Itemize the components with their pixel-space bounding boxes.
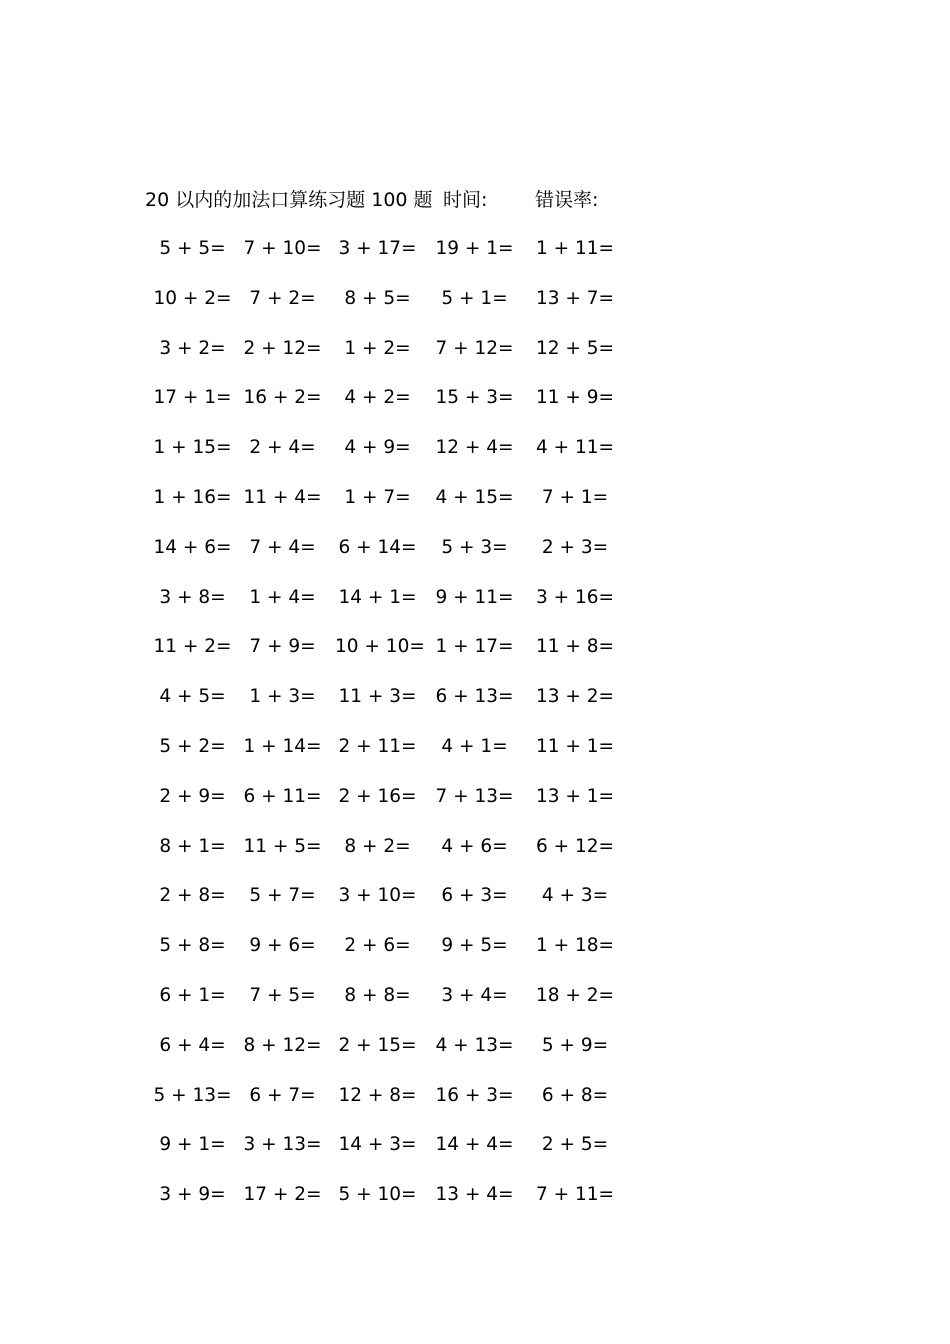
problem-row [0,581,950,631]
problem-row [0,630,950,680]
problem-item: 17 + 1= [153,387,232,409]
problem-row [0,481,950,531]
problem-item: 4 + 5= [159,686,226,708]
problem-item: 3 + 4= [441,984,508,1006]
problem-item: 3 + 13= [243,1134,322,1156]
problem-item: 6 + 7= [249,1084,316,1106]
problem-row [0,730,950,780]
problem-item: 10 + 10= [335,636,425,658]
problem-item: 8 + 5= [344,287,411,309]
problem-row [0,1029,950,1079]
problem-item: 5 + 8= [159,935,226,957]
problem-item: 9 + 11= [435,586,514,608]
problem-item: 15 + 3= [435,387,514,409]
problem-item: 7 + 2= [249,287,316,309]
problem-item: 13 + 7= [535,287,615,309]
problem-item: 4 + 13= [435,1034,514,1056]
problem-item: 13 + 4= [435,1184,514,1206]
problem-item: 2 + 3= [541,536,609,558]
problem-item: 1 + 11= [535,238,615,259]
problem-item: 11 + 2= [153,636,232,658]
problem-item: 8 + 2= [344,835,411,857]
problem-item: 14 + 1= [338,586,417,608]
problem-row [0,1128,950,1178]
problem-item: 2 + 6= [344,935,411,957]
problem-item: 3 + 2= [159,337,226,359]
problem-row [0,830,950,880]
problem-item: 6 + 14= [338,536,417,558]
problem-item: 8 + 12= [243,1034,322,1056]
problem-item: 4 + 9= [344,437,411,459]
problem-item: 2 + 5= [541,1134,609,1156]
problem-item: 11 + 4= [243,486,322,508]
problem-item: 6 + 3= [441,885,508,907]
problem-item: 5 + 5= [159,238,226,259]
problem-item: 12 + 8= [338,1084,417,1106]
worksheet-header [145,186,765,214]
problem-item: 17 + 2= [243,1184,322,1206]
problem-item: 14 + 6= [153,536,232,558]
problem-item: 4 + 6= [441,835,508,857]
problem-item: 9 + 5= [441,935,508,957]
problem-item: 8 + 8= [344,984,411,1006]
problem-item: 5 + 7= [249,885,316,907]
problem-item: 11 + 3= [338,686,417,708]
problem-item: 13 + 1= [535,785,615,807]
problem-item: 11 + 8= [535,636,615,658]
problem-item: 7 + 13= [435,785,514,807]
problem-item: 5 + 3= [441,536,508,558]
problem-item: 1 + 7= [344,486,411,508]
problem-item: 1 + 18= [535,935,615,957]
problem-item: 1 + 3= [249,686,316,708]
problem-item: 5 + 13= [153,1084,232,1106]
problem-item: 7 + 5= [249,984,316,1006]
problem-row [0,979,950,1029]
problem-row [0,929,950,979]
problem-item: 10 + 2= [153,287,232,309]
problem-item: 5 + 9= [541,1034,609,1056]
worksheet-title: 20 以内的加法口算练习题 100 题 [145,189,433,211]
problem-item: 1 + 15= [153,437,232,459]
problem-item: 7 + 9= [249,636,316,658]
problem-item: 2 + 12= [243,337,322,359]
problem-item: 7 + 11= [535,1184,615,1206]
problem-item: 8 + 1= [159,835,226,857]
problem-item: 16 + 3= [435,1084,514,1106]
problem-item: 3 + 17= [338,238,417,259]
problem-item: 2 + 9= [159,785,226,807]
problem-item: 1 + 14= [243,735,322,757]
problem-row [0,780,950,830]
problem-item: 19 + 1= [435,238,514,259]
problem-row [0,1079,950,1129]
problem-item: 9 + 1= [159,1134,226,1156]
problem-item: 6 + 13= [435,686,514,708]
problem-row [0,680,950,730]
problem-item: 6 + 12= [535,835,615,857]
problem-item: 5 + 10= [338,1184,417,1206]
problem-row [0,232,950,282]
problem-item: 2 + 15= [338,1034,417,1056]
problem-item: 12 + 5= [535,337,615,359]
problem-item: 13 + 2= [535,686,615,708]
problem-item: 6 + 8= [541,1084,609,1106]
problem-row [0,879,950,929]
problem-item: 7 + 10= [243,238,322,259]
problem-item: 4 + 15= [435,486,514,508]
problem-item: 14 + 3= [338,1134,417,1156]
problem-item: 11 + 1= [535,735,615,757]
problem-item: 4 + 2= [344,387,411,409]
problem-item: 3 + 9= [159,1184,226,1206]
problem-item: 3 + 16= [535,586,615,608]
problem-item: 14 + 4= [435,1134,514,1156]
problem-row [0,282,950,332]
problem-row [0,431,950,481]
problem-item: 16 + 2= [243,387,322,409]
problem-row [0,332,950,382]
problem-item: 4 + 3= [541,885,609,907]
problem-item: 1 + 17= [435,636,514,658]
problem-item: 7 + 1= [541,486,609,508]
problem-item: 1 + 2= [344,337,411,359]
time-label: 时间: [443,189,488,211]
problem-item: 7 + 4= [249,536,316,558]
problem-item: 2 + 16= [338,785,417,807]
problem-row [0,381,950,431]
problem-item: 4 + 11= [535,437,615,459]
problem-item: 6 + 1= [159,984,226,1006]
problem-item: 2 + 8= [159,885,226,907]
problem-item: 18 + 2= [535,984,615,1006]
problem-item: 1 + 16= [153,486,232,508]
problem-item: 2 + 4= [249,437,316,459]
problem-row [0,1178,950,1228]
problem-item: 6 + 11= [243,785,322,807]
problem-item: 7 + 12= [435,337,514,359]
problem-item: 11 + 5= [243,835,322,857]
problem-item: 4 + 1= [441,735,508,757]
error-rate-label: 错误率: [535,189,599,211]
problem-item: 3 + 10= [338,885,417,907]
problem-item: 9 + 6= [249,935,316,957]
problem-item: 1 + 4= [249,586,316,608]
problem-item: 5 + 1= [441,287,508,309]
problem-grid [0,232,950,1228]
problem-item: 12 + 4= [435,437,514,459]
problem-row [0,531,950,581]
problem-item: 3 + 8= [159,586,226,608]
problem-item: 2 + 11= [338,735,417,757]
problem-item: 5 + 2= [159,735,226,757]
problem-item: 11 + 9= [535,387,615,409]
problem-item: 6 + 4= [159,1034,226,1056]
